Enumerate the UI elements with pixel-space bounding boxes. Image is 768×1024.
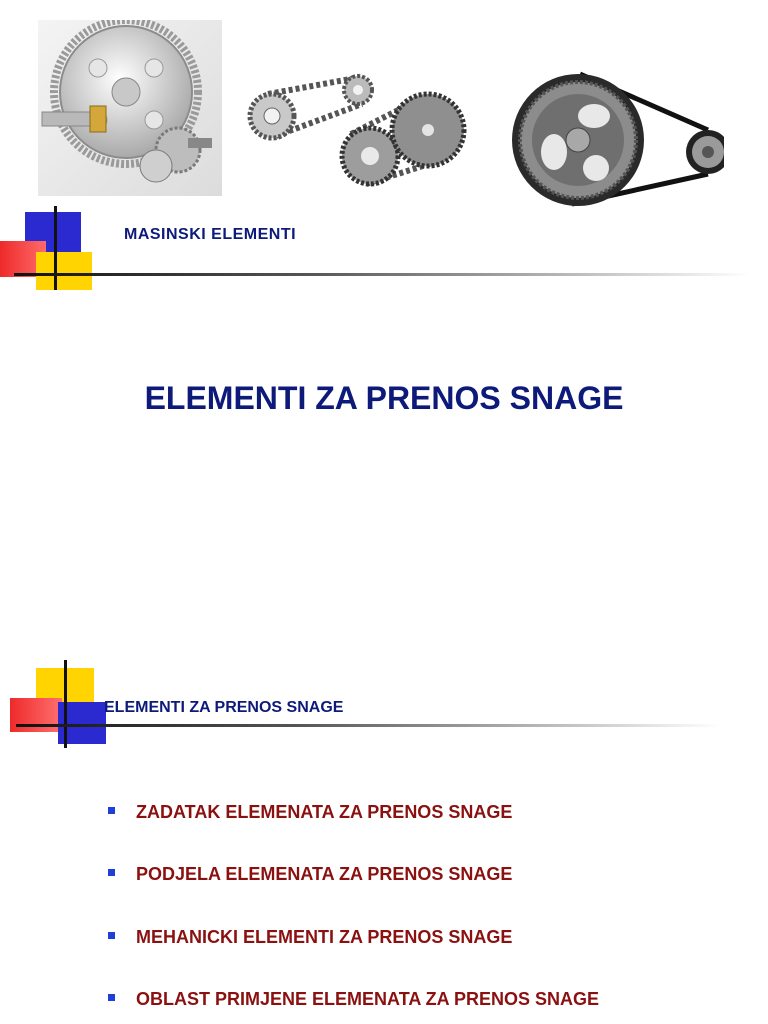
header-rule-2 <box>16 724 720 727</box>
slide2-title: ELEMENTI ZA PRENOS SNAGE <box>104 699 344 716</box>
bullet-item <box>108 862 512 886</box>
bullet-text: PODJELA ELEMENATA ZA PRENOS SNAGE <box>136 863 513 884</box>
square-bullet-icon <box>108 932 115 939</box>
slide-title: ELEMENTI ZA PRENOS SNAGE <box>144 380 624 416</box>
bullet-text: ZADATAK ELEMENATA ZA PRENOS SNAGE <box>136 801 513 822</box>
square-bullet-icon <box>108 994 115 1001</box>
slide-subtitle: MASINSKI ELEMENTI <box>124 226 297 243</box>
decor-vertical-line-2 <box>64 660 67 748</box>
bullet-item <box>108 925 512 949</box>
decor-vertical-line <box>54 206 57 290</box>
bullet-item <box>108 800 512 824</box>
bullet-text: OBLAST PRIMJENE ELEMENATA ZA PRENOS SNAGE <box>136 988 600 1009</box>
square-bullet-icon <box>108 869 115 876</box>
bullet-item <box>108 987 599 1011</box>
bullet-text: MEHANICKI ELEMENTI ZA PRENOS SNAGE <box>136 926 513 947</box>
gear-assembly-image <box>38 20 222 196</box>
header-rule <box>14 273 750 276</box>
decor-yellow-square <box>36 252 92 290</box>
chain-drive-image <box>246 64 470 192</box>
square-bullet-icon <box>108 807 115 814</box>
belt-drive-image <box>512 68 724 212</box>
